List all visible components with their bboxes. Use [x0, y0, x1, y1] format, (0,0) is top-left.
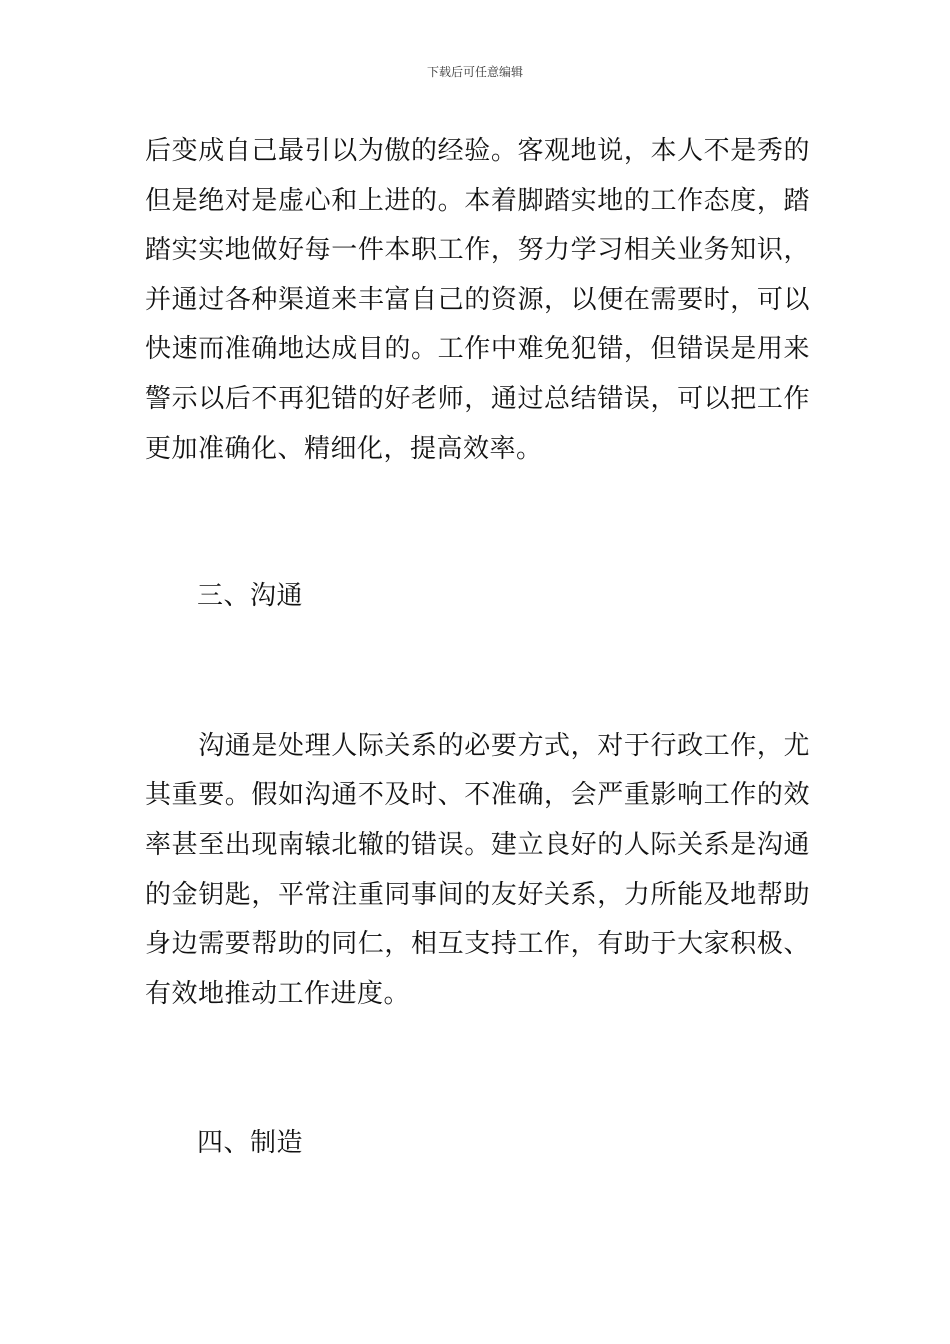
text-line: 快速而准确地达成目的。工作中难免犯错，但错误是用来: [145, 334, 810, 365]
spacer: [145, 622, 810, 722]
paragraph-experience: [145, 127, 810, 474]
text-line: 踏实实地做好每一件本职工作，努力学习相关业务知识，: [145, 235, 810, 266]
text-line: 其重要。假如沟通不及时、不准确，会严重影响工作的效: [145, 780, 810, 811]
text-line: 更加准确化、精细化，提高效率。: [145, 433, 543, 464]
text-line: 身边需要帮助的同仁，相互支持工作，有助于大家积极、: [145, 929, 810, 960]
section-heading-communication: 三、沟通: [197, 581, 304, 612]
text-line: 但是绝对是虚心和上进的。本着脚踏实地的工作态度，踏: [145, 185, 810, 216]
text-line: 警示以后不再犯错的好老师，通过总结错误，可以把工作: [145, 383, 810, 414]
text-line: 的金钥匙，平常注重同事间的友好关系，力所能及地帮助: [145, 879, 810, 910]
text-line: 有效地推动工作进度。: [145, 978, 411, 1009]
text-line: 沟通是处理人际关系的必要方式，对于行政工作，尤: [145, 730, 810, 761]
section-heading-manufacturing: 四、制造: [197, 1128, 304, 1159]
page-header: 下载后可任意编辑: [426, 65, 523, 79]
text-line: 后变成自己最引以为傲的经验。客观地说，本人不是秀的: [145, 136, 810, 166]
spacer: [145, 1019, 810, 1119]
text-line: 并通过各种渠道来丰富自己的资源，以便在需要时，可以: [145, 284, 810, 315]
text-line: 率甚至出现南辕北辙的错误。建立良好的人际关系是沟通: [145, 829, 810, 860]
document-body: [145, 127, 810, 1169]
spacer: [145, 474, 810, 572]
paragraph-communication: [145, 722, 810, 1020]
